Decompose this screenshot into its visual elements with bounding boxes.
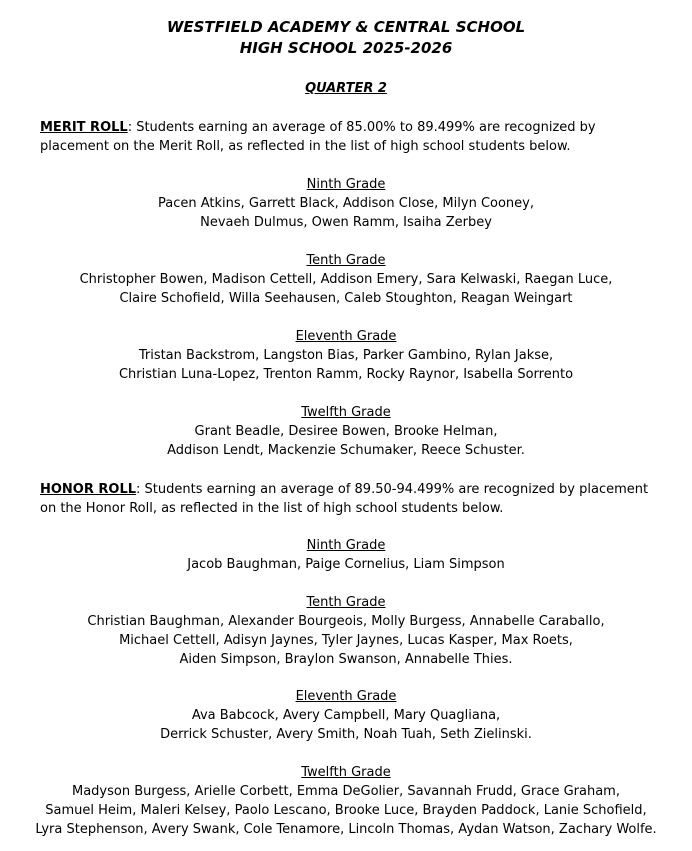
student-names: Christian Luna-Lopez, Trenton Ramm, Rocky Raynor, Isabella Sorrento <box>118 367 574 382</box>
student-names: Pacen Atkins, Garrett Black, Addison Close, Milyn Cooney, <box>157 196 534 211</box>
year-title: HIGH SCHOOL 2025-2026 <box>239 39 453 57</box>
honor-roll-label: HONOR ROLL <box>40 482 137 497</box>
student-names: Nevaeh Dulmus, Owen Ramm, Isaiha Zerbey <box>200 215 492 230</box>
merit-ninth-grade <box>0 175 692 232</box>
grade-heading: Tenth Grade <box>306 253 386 268</box>
student-names: Jacob Baughman, Paige Cornelius, Liam Simpson <box>187 557 505 572</box>
grade-heading: Twelfth Grade <box>301 405 391 420</box>
honor-eleventh-grade <box>0 687 692 744</box>
grade-heading: Tenth Grade <box>306 595 386 610</box>
grade-heading: Eleventh Grade <box>295 689 397 704</box>
student-names: Madyson Burgess, Arielle Corbett, Emma DeGolier, Savannah Frudd, Grace Graham, <box>72 784 620 799</box>
grade-heading: Eleventh Grade <box>295 329 397 344</box>
student-names: Claire Schofield, Willa Seehausen, Caleb Stoughton, Reagan Weingart <box>119 291 573 306</box>
merit-eleventh-grade <box>0 327 692 384</box>
grade-heading: Ninth Grade <box>306 538 386 553</box>
merit-roll-intro <box>40 118 660 156</box>
merit-roll-description: : Students earning an average of 85.00% to 89.499% are recognized by placement on the Merit Roll, as reflected in the list of high school students below. <box>40 120 596 154</box>
school-title: WESTFIELD ACADEMY & CENTRAL SCHOOL <box>166 18 526 36</box>
student-names: Lyra Stephenson, Avery Swank, Cole Tenamore, Lincoln Thomas, Aydan Watson, Zachary Wolfe. <box>35 822 657 837</box>
student-names: Derrick Schuster, Avery Smith, Noah Tuah, Seth Zielinski. <box>160 727 532 742</box>
student-names: Christopher Bowen, Madison Cettell, Addison Emery, Sara Kelwaski, Raegan Luce, <box>79 272 613 287</box>
honor-roll-intro <box>40 480 660 518</box>
student-names: Ava Babcock, Avery Campbell, Mary Quagliana, <box>191 708 501 723</box>
honor-ninth-grade <box>0 536 692 574</box>
honor-twelfth-grade <box>0 763 692 839</box>
grade-heading: Ninth Grade <box>306 177 386 192</box>
student-names: Aiden Simpson, Braylon Swanson, Annabelle Thies. <box>179 652 513 667</box>
student-names: Addison Lendt, Mackenzie Schumaker, Reece Schuster. <box>167 443 525 458</box>
honor-roll-description: : Students earning an average of 89.50-94.499% are recognized by placement on the Honor Roll, as reflected in the list of high school students below. <box>40 482 649 516</box>
merit-roll-label: MERIT ROLL <box>40 120 128 135</box>
merit-tenth-grade <box>0 251 692 308</box>
student-names: Samuel Heim, Maleri Kelsey, Paolo Lescano, Brooke Luce, Brayden Paddock, Lanie Schofield, <box>45 803 647 818</box>
student-names: Michael Cettell, Adisyn Jaynes, Tyler Jaynes, Lucas Kasper, Max Roets, <box>119 633 573 648</box>
honor-tenth-grade <box>0 593 692 669</box>
student-names: Christian Baughman, Alexander Bourgeois, Molly Burgess, Annabelle Caraballo, <box>87 614 605 629</box>
student-names: Grant Beadle, Desiree Bowen, Brooke Helman, <box>194 424 498 439</box>
student-names: Tristan Backstrom, Langston Bias, Parker Gambino, Rylan Jakse, <box>138 348 554 363</box>
merit-twelfth-grade <box>0 403 692 460</box>
quarter-heading: QUARTER 2 <box>305 81 387 96</box>
grade-heading: Twelfth Grade <box>301 765 391 780</box>
